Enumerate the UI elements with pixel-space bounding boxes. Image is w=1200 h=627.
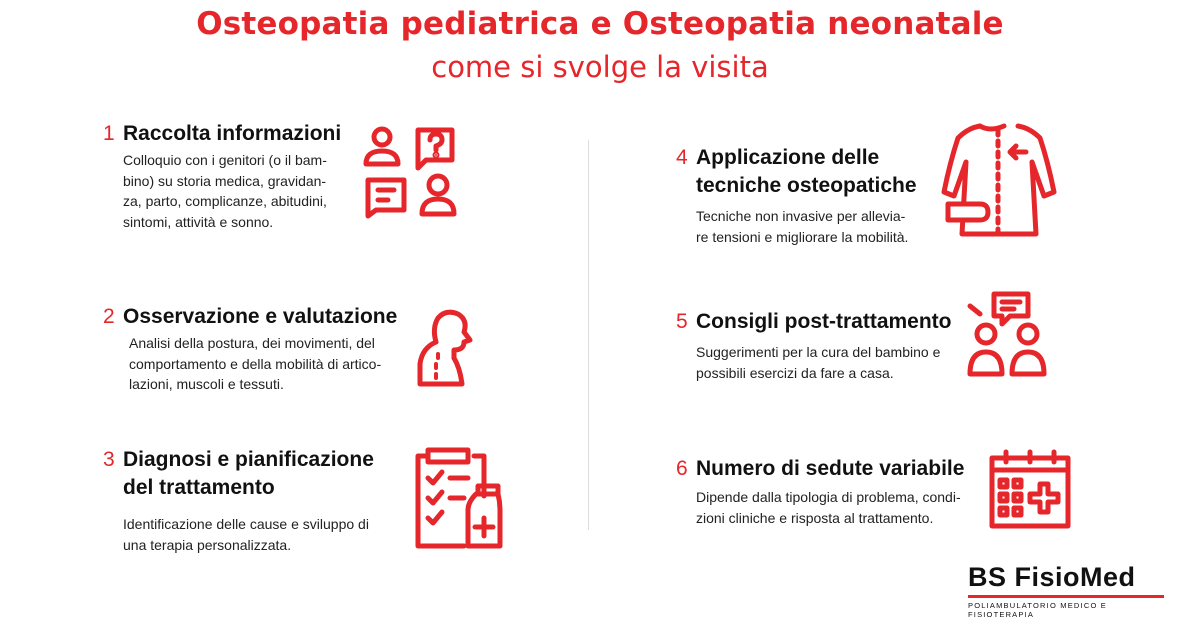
consultation-icon	[362, 124, 458, 220]
step-title: Raccolta informazioni	[123, 122, 342, 145]
step-description: Analisi della postura, dei movimenti, del comportamento e della mobilità di artico- lazioni, muscoli e tessuti.	[129, 335, 382, 392]
step-5	[676, 308, 952, 383]
step-number: 3	[103, 448, 115, 471]
step-2	[103, 303, 397, 395]
step-title: Osservazione e valutazione	[123, 305, 398, 328]
clipboard-medicine-icon	[414, 446, 504, 550]
brand-tagline: POLIAMBULATORIO MEDICO E FISIOTERAPIA	[968, 601, 1107, 619]
step-description: Suggerimenti per la cura del bambino e possibili esercizi da fare a casa.	[696, 344, 941, 381]
step-number: 1	[103, 122, 115, 145]
step-6	[676, 455, 964, 528]
posture-icon	[414, 306, 474, 388]
step-3	[103, 446, 374, 555]
step-description: Dipende dalla tipologia di problema, condi- zioni cliniche e risposta al trattamento.	[696, 489, 961, 526]
step-description: Identificazione delle cause e sviluppo di una terapia personalizzata.	[123, 516, 369, 553]
step-number: 4	[676, 146, 688, 169]
step-number: 5	[676, 310, 688, 333]
step-4	[676, 144, 917, 247]
step-description: Colloquio con i genitori (o il bam- bino) su storia medica, gravidan- za, parto, complicanze, abitudini, sintomi, attività e sonno.	[123, 152, 327, 230]
step-description: Tecniche non invasive per allevia- re tensioni e migliorare la mobilità.	[696, 208, 909, 245]
back-treatment-icon	[940, 122, 1058, 238]
page-title: Osteopatia pediatrica e Osteopatia neonatale	[196, 6, 1004, 42]
brand-name: BS FisioMed	[968, 562, 1136, 592]
step-title: Diagnosi e pianificazione del trattamento	[123, 448, 374, 499]
advice-people-icon	[966, 290, 1052, 378]
calendar-icon	[988, 448, 1072, 530]
step-number: 2	[103, 305, 115, 328]
step-number: 6	[676, 457, 688, 480]
brand-logo	[968, 562, 1168, 619]
brand-underline	[968, 595, 1164, 598]
step-title: Consigli post-trattamento	[696, 310, 952, 333]
step-title: Applicazione delle tecniche osteopatiche	[696, 146, 917, 197]
page-subtitle: come si svolge la visita	[431, 50, 769, 84]
step-1	[103, 120, 341, 232]
column-divider	[588, 140, 589, 530]
step-title: Numero di sedute variabile	[696, 457, 965, 480]
